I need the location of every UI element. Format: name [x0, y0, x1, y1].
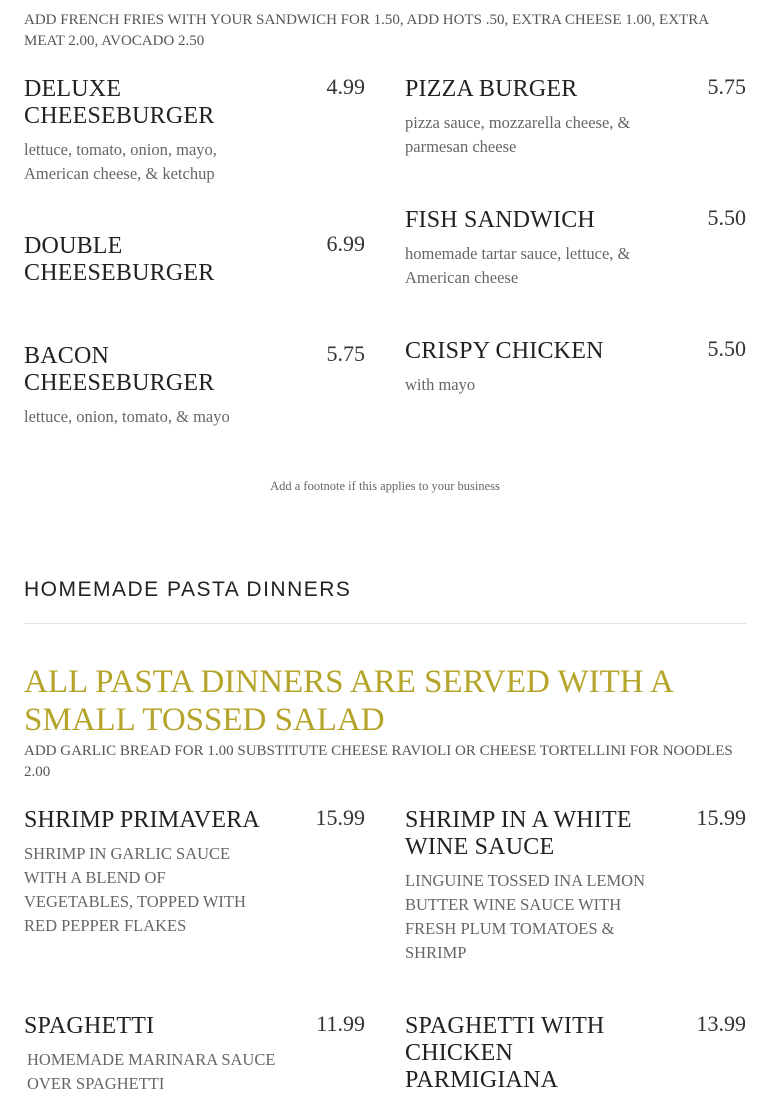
burgers-addons-note: ADD FRENCH FRIES WITH YOUR SANDWICH FOR 1.50, ADD HOTS .50, EXTRA CHEESE 1.00, EXTRA MEAT 2.00, AVOCADO 2.50 [24, 12, 709, 49]
item-description: pizza sauce, mozzarella cheese, & parmesan cheese [405, 113, 631, 156]
footnote: Add a footnote if this applies to your business [270, 479, 500, 493]
section-divider [24, 623, 746, 624]
item-price: 15.99 [696, 805, 746, 830]
menu-item [405, 338, 746, 397]
item-name: CRISPY CHICKEN [405, 338, 604, 364]
item-name: FISH SANDWICH [405, 207, 595, 233]
item-name: DOUBLE CHEESEBURGER [24, 233, 215, 286]
menu-item [24, 807, 365, 938]
item-price: 6.99 [326, 231, 365, 256]
item-description: SHRIMP IN GARLIC SAUCE WITH A BLEND OF VEGETABLES, TOPPED WITH RED PEPPER FLAKES [24, 844, 246, 935]
item-name: DELUXE CHEESEBURGER [24, 76, 215, 129]
item-name: SHRIMP PRIMAVERA [24, 807, 260, 833]
item-price: 5.50 [707, 205, 746, 230]
menu-item [405, 1013, 746, 1103]
item-price: 13.99 [696, 1013, 746, 1036]
item-name: BACON CHEESEBURGER [24, 343, 215, 396]
menu-item [24, 1013, 365, 1103]
menu-item [24, 343, 365, 429]
menu-item [24, 233, 365, 287]
item-description: HOMEMADE MARINARA SAUCE OVER SPAGHETTI [27, 1050, 276, 1093]
item-name: SPAGHETTI WITH CHICKEN PARMIGIANA [405, 1013, 605, 1093]
item-description: LINGUINE TOSSED INA LEMON BUTTER WINE SAUCE WITH FRESH PLUM TOMATOES & SHRIMP [405, 871, 646, 962]
item-price: 4.99 [326, 74, 365, 99]
item-price: 11.99 [316, 1013, 365, 1036]
item-price: 5.50 [707, 336, 746, 361]
item-description: lettuce, tomato, onion, mayo, American cheese, & ketchup [24, 140, 217, 183]
section-title: HOMEMADE PASTA DINNERS [24, 578, 352, 601]
menu-item [405, 807, 746, 965]
item-description: homemade tartar sauce, lettuce, & American cheese [405, 244, 631, 287]
item-price: 5.75 [326, 341, 365, 366]
item-description: with mayo [405, 375, 476, 394]
item-price: 15.99 [315, 805, 365, 830]
item-price: 5.75 [707, 74, 746, 99]
item-description: lettuce, onion, tomato, & mayo [24, 407, 230, 426]
menu-item [24, 76, 365, 186]
item-name: SHRIMP IN A WHITE WINE SAUCE [405, 807, 632, 860]
pasta-headline: ALL PASTA DINNERS ARE SERVED WITH A SMALL TOSSED SALAD [24, 664, 673, 738]
menu-item [405, 76, 746, 159]
menu-item [405, 207, 746, 290]
item-name: PIZZA BURGER [405, 76, 578, 102]
item-name: SPAGHETTI [24, 1013, 155, 1039]
pasta-addons-note: ADD GARLIC BREAD FOR 1.00 SUBSTITUTE CHEESE RAVIOLI OR CHEESE TORTELLINI FOR NOODLES 2.00 [24, 743, 733, 780]
